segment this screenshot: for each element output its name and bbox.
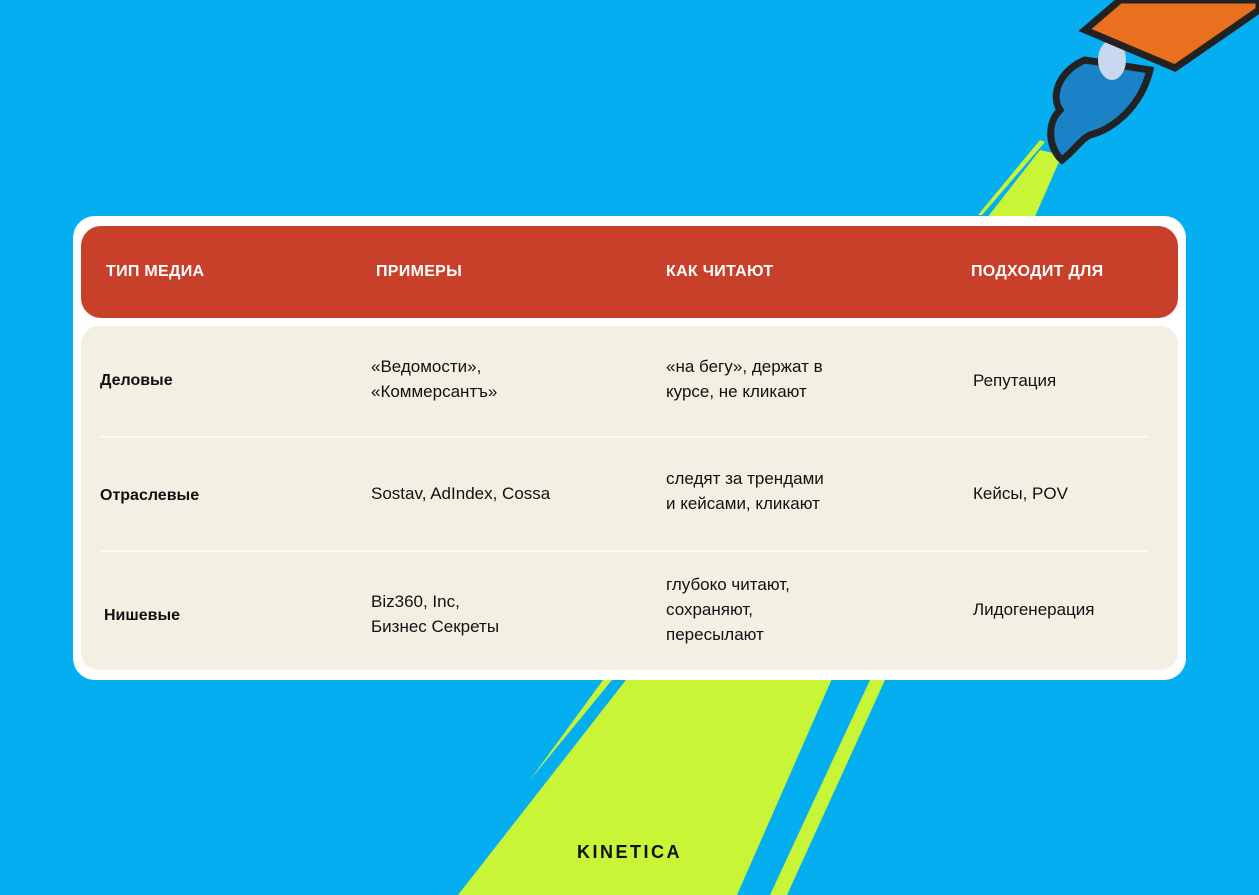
cell-type: Деловые: [100, 372, 173, 389]
table-row: [81, 326, 1178, 440]
cell-how: «на бегу», держат в курсе, не кликают: [666, 357, 823, 401]
header-fit: ПОДХОДИТ ДЛЯ: [971, 263, 1104, 280]
brand-logo: KINETICA: [577, 842, 682, 862]
cell-examples: Biz360, Inc, Бизнес Секреты: [371, 592, 500, 636]
row-divider: [99, 436, 1148, 438]
table-body: [81, 326, 1178, 670]
cell-fit: Репутация: [973, 371, 1057, 390]
cell-fit: Лидогенерация: [973, 600, 1095, 619]
cell-type: Нишевые: [104, 607, 181, 624]
row-divider: [99, 550, 1148, 552]
header-type: ТИП МЕДИА: [106, 263, 205, 280]
cell-type: Отраслевые: [100, 487, 200, 504]
table-row: [81, 554, 1178, 668]
cell-examples: «Ведомости», «Коммерсантъ»: [371, 357, 498, 401]
header-how: КАК ЧИТАЮТ: [666, 263, 774, 280]
table-row: [81, 440, 1178, 554]
cell-how: следят за трендами и кейсами, кликают: [666, 469, 824, 513]
media-table: [73, 216, 1186, 680]
header-examples: ПРИМЕРЫ: [376, 263, 463, 280]
rocket-icon: [1051, 0, 1259, 160]
table-header: [81, 226, 1178, 318]
cell-examples: Sostav, AdIndex, Cossa: [371, 484, 551, 503]
cell-fit: Кейсы, POV: [973, 484, 1068, 503]
cell-how: глубоко читают, сохраняют, пересылают: [666, 575, 790, 644]
